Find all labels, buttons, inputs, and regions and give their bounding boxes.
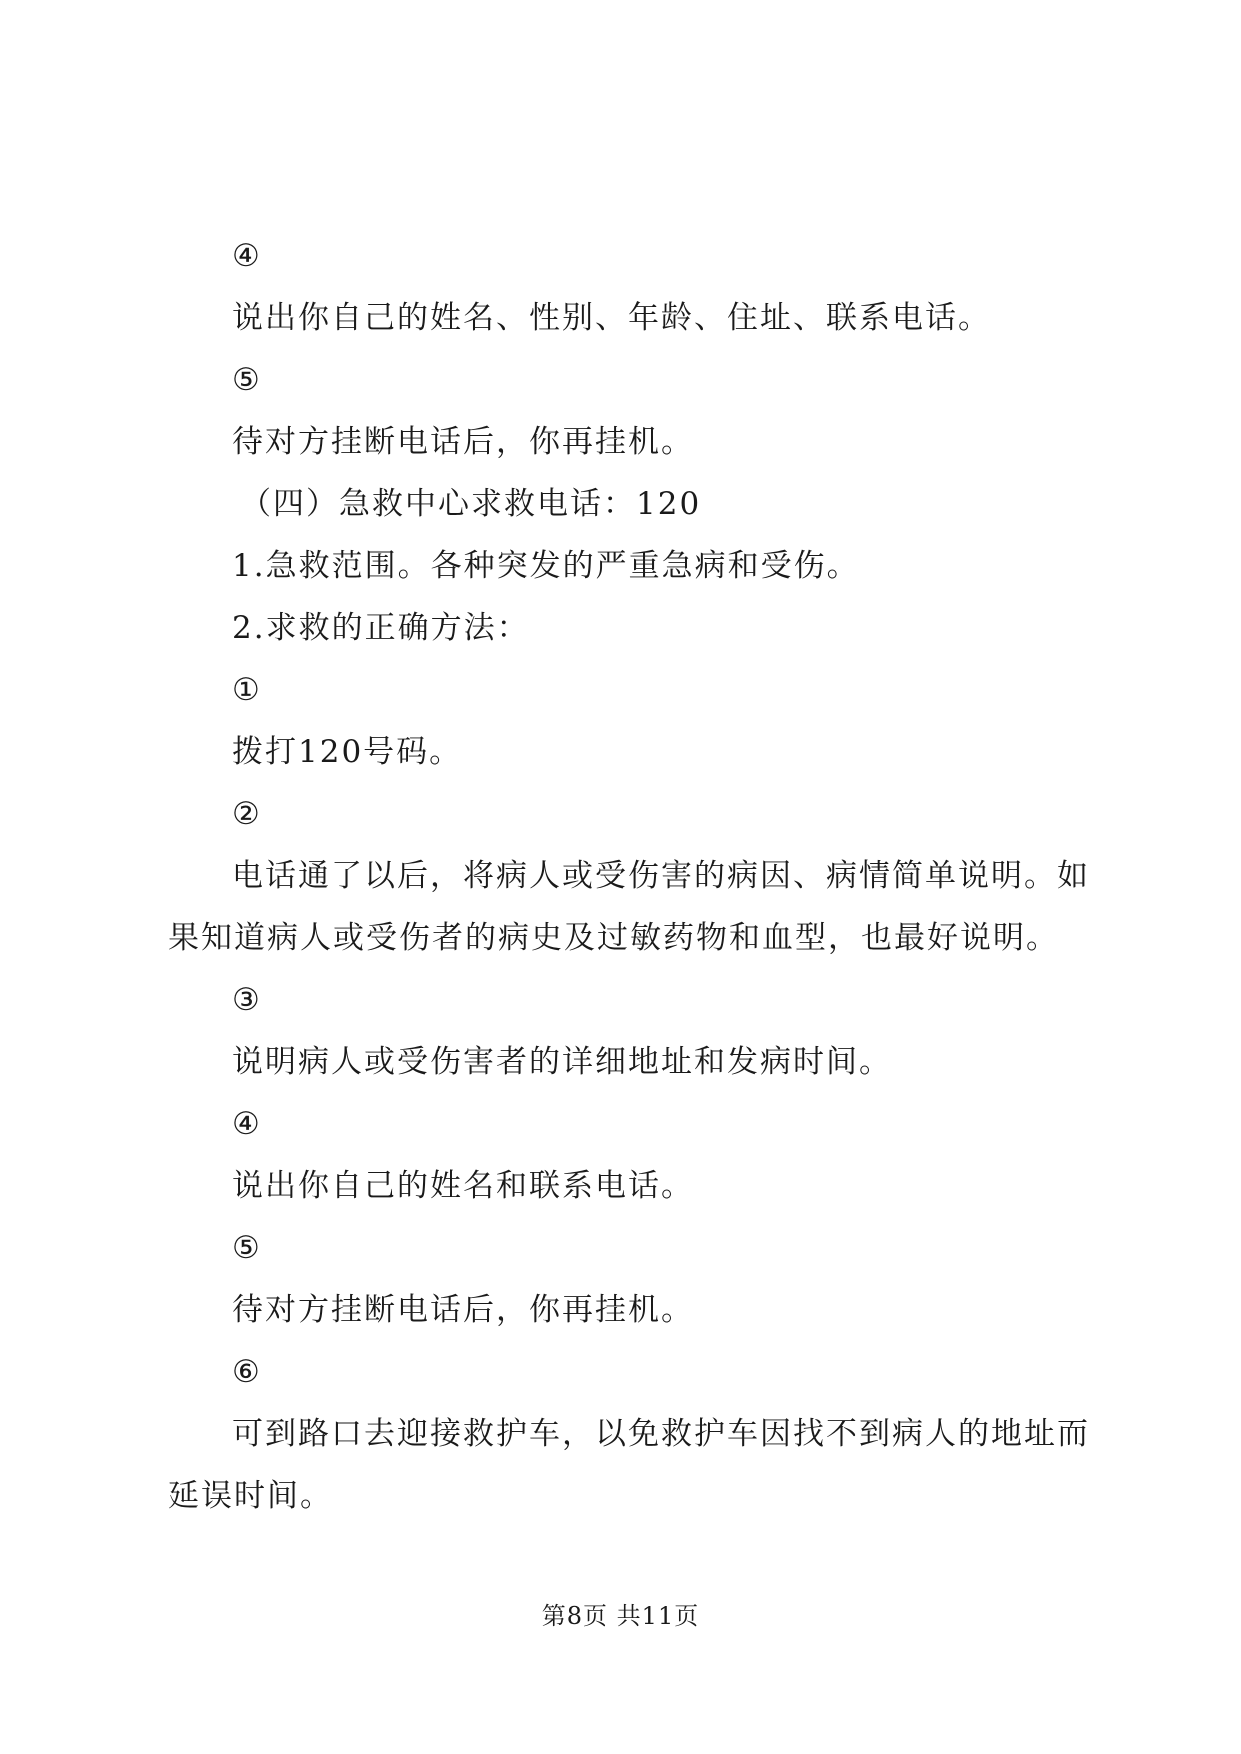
step-marker: ③ bbox=[232, 982, 260, 1018]
step-marker: ⑥ bbox=[232, 1354, 260, 1390]
step-marker: ④ bbox=[232, 1106, 260, 1142]
paragraph-line: 延误时间。 bbox=[168, 1478, 333, 1514]
paragraph-line: 待对方挂断电话后，你再挂机。 bbox=[232, 424, 694, 460]
paragraph-line: 说出你自己的姓名、性别、年龄、住址、联系电话。 bbox=[232, 300, 991, 336]
paragraph-line: 待对方挂断电话后，你再挂机。 bbox=[232, 1292, 694, 1328]
section-heading: （四）急救中心求救电话：120 bbox=[240, 486, 702, 522]
paragraph-line: 说明病人或受伤害者的详细地址和发病时间。 bbox=[232, 1044, 892, 1080]
step-marker: ① bbox=[232, 672, 260, 708]
paragraph-line: 拨打120号码。 bbox=[232, 734, 463, 770]
paragraph-line: 2.求救的正确方法： bbox=[232, 610, 530, 646]
page-footer: 第8页 共11页 bbox=[541, 1602, 700, 1630]
step-marker: ⑤ bbox=[232, 1230, 260, 1266]
paragraph-line: 1.急救范围。各种突发的严重急病和受伤。 bbox=[232, 548, 860, 584]
paragraph-line: 可到路口去迎接救护车，以免救护车因找不到病人的地址而 bbox=[232, 1416, 1090, 1452]
paragraph-line: 说出你自己的姓名和联系电话。 bbox=[232, 1168, 694, 1204]
step-marker: ④ bbox=[232, 238, 260, 274]
step-marker: ⑤ bbox=[232, 362, 260, 398]
paragraph-line: 果知道病人或受伤者的病史及过敏药物和血型，也最好说明。 bbox=[168, 920, 1059, 956]
step-marker: ② bbox=[232, 796, 260, 832]
paragraph-line: 电话通了以后，将病人或受伤害的病因、病情简单说明。如 bbox=[232, 858, 1090, 894]
